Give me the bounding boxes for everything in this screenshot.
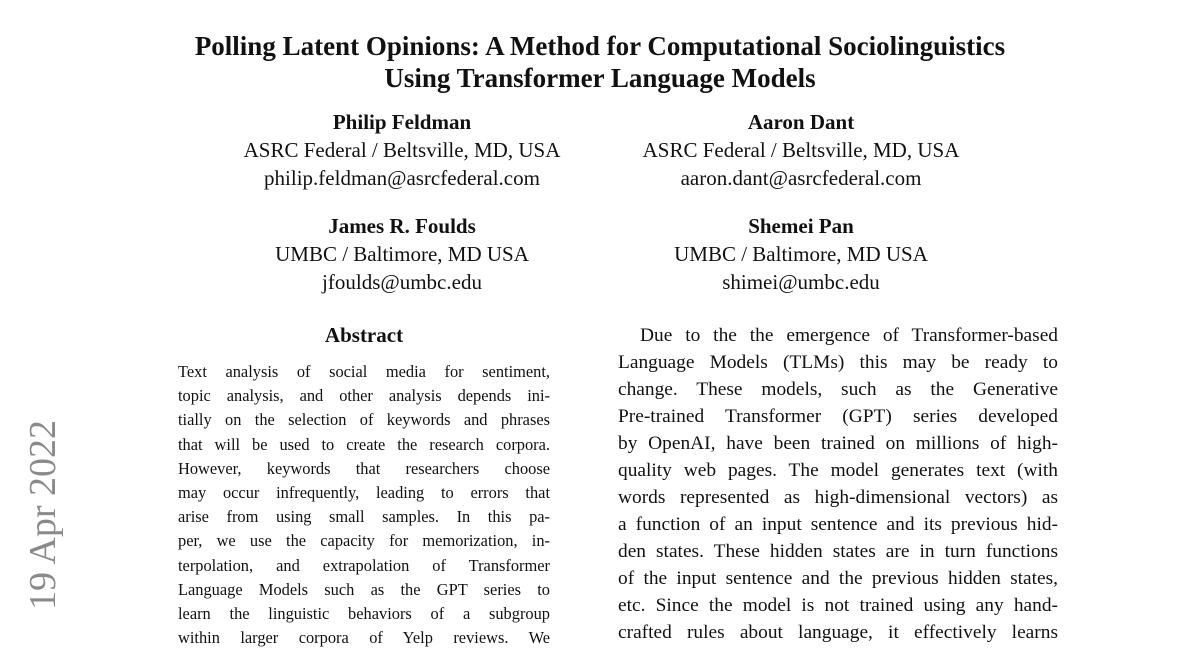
author-name: Shemei Pan (748, 214, 854, 238)
author-email: shimei@umbc.edu (722, 270, 880, 294)
abstract-line: may occur infrequently, leading to errors that (178, 483, 550, 503)
abstract-line: Language Models such as the GPT series to (178, 579, 550, 599)
body-line: Due to the the emergence of Transformer-based (640, 325, 1058, 346)
body-line: a function of an input sentence and its previous hid- (618, 514, 1058, 535)
body-line: etc. Since the model is not trained using any hand- (618, 595, 1058, 616)
abstract-text (178, 360, 550, 650)
body-line: den states. These hidden states are in turn functions (618, 541, 1058, 562)
author-block (591, 212, 1011, 296)
paper-title (0, 30, 1200, 94)
abstract-line: within larger corpora of Yelp reviews. We (178, 628, 550, 648)
author-affiliation: ASRC Federal / Beltsville, MD, USA (243, 138, 561, 162)
author-email: philip.feldman@asrcfederal.com (264, 166, 540, 190)
body-line: Language Models (TLMs) this may be ready to (618, 352, 1058, 373)
body-line: by OpenAI, have been trained on millions of high- (618, 433, 1058, 454)
abstract-line: However, keywords that researchers choose (178, 458, 550, 478)
abstract-line: Text analysis of social media for sentiment, (178, 362, 550, 381)
body-line: crafted rules about language, it effectively learns (618, 622, 1058, 643)
author-name: James R. Foulds (328, 214, 476, 238)
abstract-line: terpolation, and extrapolation of Transformer (178, 555, 550, 575)
author-email: aaron.dant@asrcfederal.com (680, 166, 922, 190)
author-affiliation: UMBC / Baltimore, MD USA (674, 242, 928, 266)
abstract-line: arise from using small samples. In this pa- (178, 507, 550, 527)
body-line: words represented as high-dimensional vectors) as (618, 487, 1058, 508)
abstract-heading: Abstract (324, 323, 404, 347)
body-line: of the input sentence and the previous hidden states, (618, 568, 1058, 589)
author-affiliation: UMBC / Baltimore, MD USA (275, 242, 529, 266)
body-line: quality web pages. The model generates text (with (618, 460, 1058, 481)
abstract-line: topic analysis, and other analysis depends ini- (178, 386, 550, 406)
body-line: change. These models, such as the Generative (618, 379, 1058, 400)
author-name: Philip Feldman (332, 110, 472, 134)
author-block (591, 108, 1011, 192)
paper-title-line: Using Transformer Language Models (384, 63, 816, 93)
author-block (192, 108, 612, 192)
author-affiliation: ASRC Federal / Beltsville, MD, USA (642, 138, 960, 162)
abstract-line: that will be used to create the research corpora. (178, 434, 550, 454)
abstract-line: learn the linguistic behaviors of a subgroup (178, 604, 550, 624)
body-text-column (618, 322, 1058, 646)
author-email: jfoulds@umbc.edu (322, 270, 482, 294)
author-name: Aaron Dant (747, 110, 855, 134)
body-line: Pre-trained Transformer (GPT) series developed (618, 406, 1058, 427)
author-block (192, 212, 612, 296)
arxiv-side-date: 19 Apr 2022 (22, 420, 64, 610)
abstract-line: per, we use the capacity for memorization, in- (178, 531, 550, 551)
abstract-line: tially on the selection of keywords and phrases (178, 410, 550, 430)
paper-title-line: Polling Latent Opinions: A Method for Computational Sociolinguistics (194, 31, 1006, 61)
